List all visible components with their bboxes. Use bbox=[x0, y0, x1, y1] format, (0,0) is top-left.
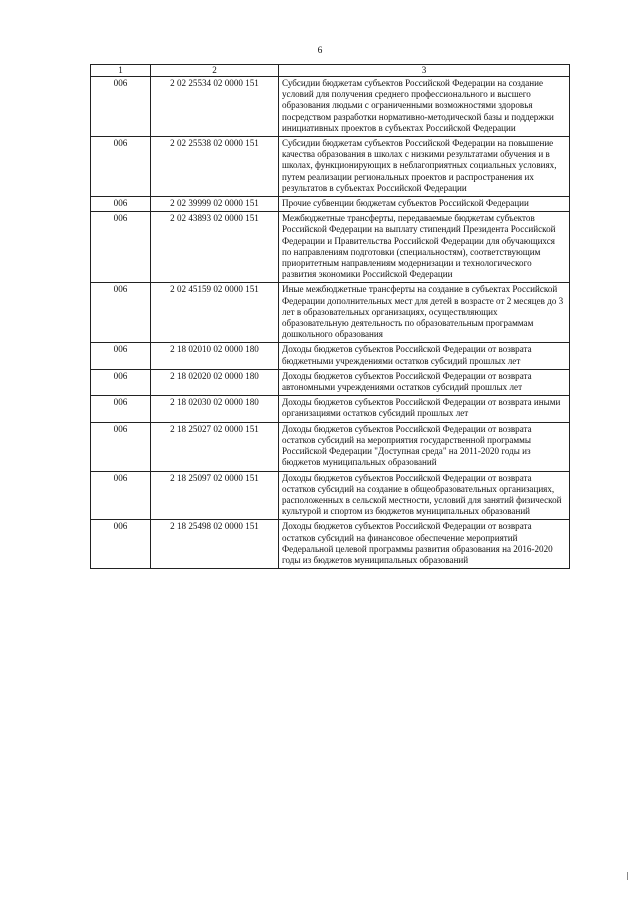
table-row bbox=[91, 343, 570, 369]
table-header bbox=[91, 65, 570, 77]
scan-edge-mark bbox=[627, 872, 628, 880]
admin-code-cell: 006 bbox=[91, 137, 151, 197]
revenue-name-cell: Иные межбюджетные трансферты на создание в субъектах Российской Федерации дополнительных мест для детей в возрасте от 2 месяцев до 3 лет в образовательных организациях, осуществляющих образовательную деятельность по образовательным программам дошкольного образования bbox=[279, 283, 570, 343]
table-row bbox=[91, 422, 570, 471]
revenue-name-cell: Доходы бюджетов субъектов Российской Федерации от возврата иными организациями остатков субсидий прошлых лет bbox=[279, 396, 570, 422]
revenue-name-cell: Субсидии бюджетам субъектов Российской Федерации на создание условий для получения среднего профессионального и высшего образования людьми с ограниченными возможностями здоровья посредством разработки нормативно-методической базы и поддержки инициативных проектов в субъектах Российской Федерации bbox=[279, 77, 570, 137]
revenue-code-cell: 2 02 39999 02 0000 151 bbox=[151, 197, 279, 212]
admin-code-cell: 006 bbox=[91, 343, 151, 369]
table-row bbox=[91, 77, 570, 137]
admin-code-cell: 006 bbox=[91, 283, 151, 343]
admin-code-cell: 006 bbox=[91, 422, 151, 471]
revenue-code-cell: 2 02 25538 02 0000 151 bbox=[151, 137, 279, 197]
revenue-code-cell: 2 18 25027 02 0000 151 bbox=[151, 422, 279, 471]
revenue-code-cell: 2 18 25097 02 0000 151 bbox=[151, 471, 279, 520]
admin-code-cell: 006 bbox=[91, 396, 151, 422]
budget-revenue-table bbox=[90, 64, 570, 569]
table-body bbox=[91, 77, 570, 569]
table-row bbox=[91, 197, 570, 212]
revenue-code-cell: 2 02 43893 02 0000 151 bbox=[151, 212, 279, 283]
revenue-name-cell: Доходы бюджетов субъектов Российской Федерации от возврата остатков субсидий на финансовое обеспечение мероприятий Федеральной целевой программы развития образования на 2016-2020 годы из бюджетов муниципальных образований bbox=[279, 520, 570, 569]
revenue-name-cell: Доходы бюджетов субъектов Российской Федерации от возврата остатков субсидий на мероприятия государственной программы Российской Федерации "Доступная среда" на 2011-2020 годы из бюджетов муниципальных образований bbox=[279, 422, 570, 471]
table-row bbox=[91, 520, 570, 569]
table-row bbox=[91, 283, 570, 343]
admin-code-cell: 006 bbox=[91, 471, 151, 520]
revenue-name-cell: Прочие субвенции бюджетам субъектов Российской Федерации bbox=[279, 197, 570, 212]
table-row bbox=[91, 471, 570, 520]
revenue-name-cell: Субсидии бюджетам субъектов Российской Федерации на повышение качества образования в школах с низкими результатами обучения и в школах, функционирующих в неблагоприятных социальных условиях, путем реализации региональных проектов и распространения их результатов в субъектах Российской Федерации bbox=[279, 137, 570, 197]
revenue-code-cell: 2 02 45159 02 0000 151 bbox=[151, 283, 279, 343]
table-row bbox=[91, 212, 570, 283]
revenue-code-cell: 2 18 02020 02 0000 180 bbox=[151, 369, 279, 395]
table-row bbox=[91, 396, 570, 422]
revenue-code-cell: 2 18 02030 02 0000 180 bbox=[151, 396, 279, 422]
table-row bbox=[91, 137, 570, 197]
column-header-name: 3 bbox=[279, 65, 570, 77]
revenue-code-cell: 2 02 25534 02 0000 151 bbox=[151, 77, 279, 137]
revenue-name-cell: Доходы бюджетов субъектов Российской Федерации от возврата бюджетными учреждениями остатков субсидий прошлых лет bbox=[279, 343, 570, 369]
revenue-name-cell: Доходы бюджетов субъектов Российской Федерации от возврата автономными учреждениями остатков субсидий прошлых лет bbox=[279, 369, 570, 395]
admin-code-cell: 006 bbox=[91, 520, 151, 569]
revenue-name-cell: Межбюджетные трансферты, передаваемые бюджетам субъектов Российской Федерации на выплату стипендий Президента Российской Федерации и Правительства Российской Федерации для обучающихся по направлениям подготовки (специальностям), соответствующим приоритетным направлениям модернизации и технологического развития экономики Российской Федерации bbox=[279, 212, 570, 283]
revenue-code-cell: 2 18 02010 02 0000 180 bbox=[151, 343, 279, 369]
column-header-admin: 1 bbox=[91, 65, 151, 77]
column-header-code: 2 bbox=[151, 65, 279, 77]
revenue-name-cell: Доходы бюджетов субъектов Российской Федерации от возврата остатков субсидий на создание в общеобразовательных организациях, расположенных в сельской местности, условий для занятий физической культурой и спортом из бюджетов муниципальных образований bbox=[279, 471, 570, 520]
page-number: 6 bbox=[317, 46, 323, 56]
revenue-code-cell: 2 18 25498 02 0000 151 bbox=[151, 520, 279, 569]
admin-code-cell: 006 bbox=[91, 212, 151, 283]
admin-code-cell: 006 bbox=[91, 369, 151, 395]
admin-code-cell: 006 bbox=[91, 197, 151, 212]
admin-code-cell: 006 bbox=[91, 77, 151, 137]
header-row bbox=[91, 65, 570, 77]
table-row bbox=[91, 369, 570, 395]
